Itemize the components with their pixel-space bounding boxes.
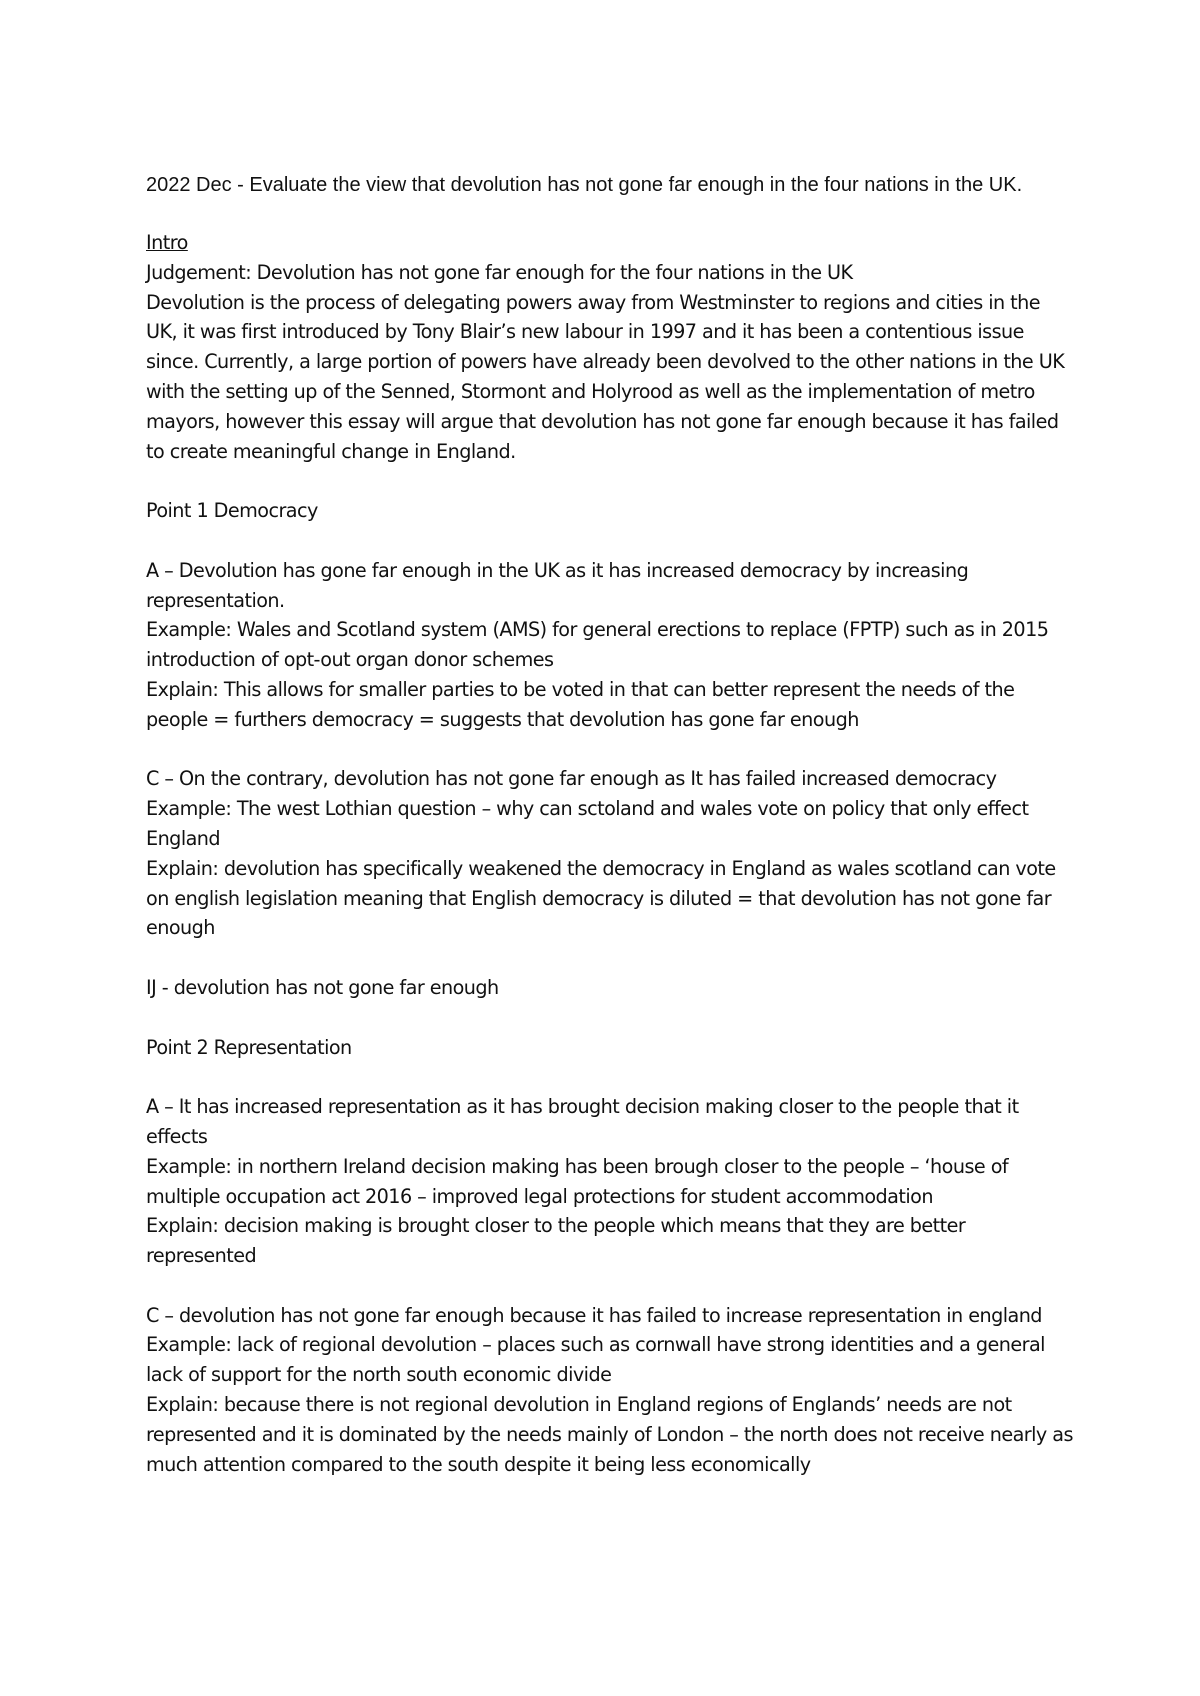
point2-a-explain: Explain: decision making is brought closer to the people which means that they are better represented xyxy=(146,1214,966,1268)
point1-c-example: Example: The west Lothian question – why can sctoland and wales vote on policy that only effect England xyxy=(146,797,1029,850)
intro-judgement: Judgement: Devolution has not gone far enough for the four nations in the UK xyxy=(146,260,853,284)
point2-heading: Point 2 Representation xyxy=(146,1035,352,1059)
point1-ij: IJ - devolution has not gone far enough xyxy=(146,975,499,999)
point1-a-example: Example: Wales and Scotland system (AMS) for general erections to replace (FPTP) such as in 2015 introduction of opt-out organ donor schemes xyxy=(146,618,1049,672)
point2-c-claim: C – devolution has not gone far enough because it has failed to increase representation in england xyxy=(146,1303,1042,1327)
essay-title: 2022 Dec - Evaluate the view that devolution has not gone far enough in the four nations in the UK. xyxy=(146,174,1023,196)
point2-c-explain: Explain: because there is not regional devolution in England regions of Englands’ needs are not represented and it is dominated by the needs mainly of London – the north does not receive nearly as much attention compared to the south despite it being less economically xyxy=(146,1393,1073,1476)
point2-a-claim: A – It has increased representation as it has brought decision making closer to the people that it effects xyxy=(146,1095,1019,1148)
document-page xyxy=(146,172,1076,1479)
point2-a-example: Example: in northern Ireland decision making has been brough closer to the people – ‘house of multiple occupation act 2016 – improved legal protections for student accommodation xyxy=(146,1154,1009,1208)
point1-section xyxy=(146,496,1076,1003)
point1-c-explain: Explain: devolution has specifically weakened the democracy in England as wales scotland can vote on english legislation meaning that English democracy is diluted = that devolution has not gone far enough xyxy=(146,856,1056,940)
intro-section xyxy=(146,228,1076,466)
intro-paragraph: Devolution is the process of delegating powers away from Westminster to regions and cities in the UK, it was first introduced by Tony Blair’s new labour in 1997 and it has been a contentious issue since. Currently, a large portion of powers have already been devolved to the other nations in the UK with the setting up of the Senned, Stormont and Holyrood as well as the implementation of metro mayors, however this essay will argue that devolution has not gone far enough because it has failed to create meaningful change in England. xyxy=(146,290,1065,463)
point1-heading: Point 1 Democracy xyxy=(146,499,318,523)
point1-a-explain: Explain: This allows for smaller parties to be voted in that can better represent the needs of the people = furthers democracy = suggests that devolution has gone far enough xyxy=(146,677,1015,731)
point2-c-example: Example: lack of regional devolution – places such as cornwall have strong identities and a general lack of support for the north south economic divide xyxy=(146,1333,1045,1387)
point2-section xyxy=(146,1033,1076,1480)
point1-a-claim: A – Devolution has gone far enough in the UK as it has increased democracy by increasing representation. xyxy=(146,558,969,612)
point1-c-claim: C – On the contrary, devolution has not gone far enough as It has failed increased democracy xyxy=(146,767,997,791)
intro-heading: Intro xyxy=(146,231,188,254)
